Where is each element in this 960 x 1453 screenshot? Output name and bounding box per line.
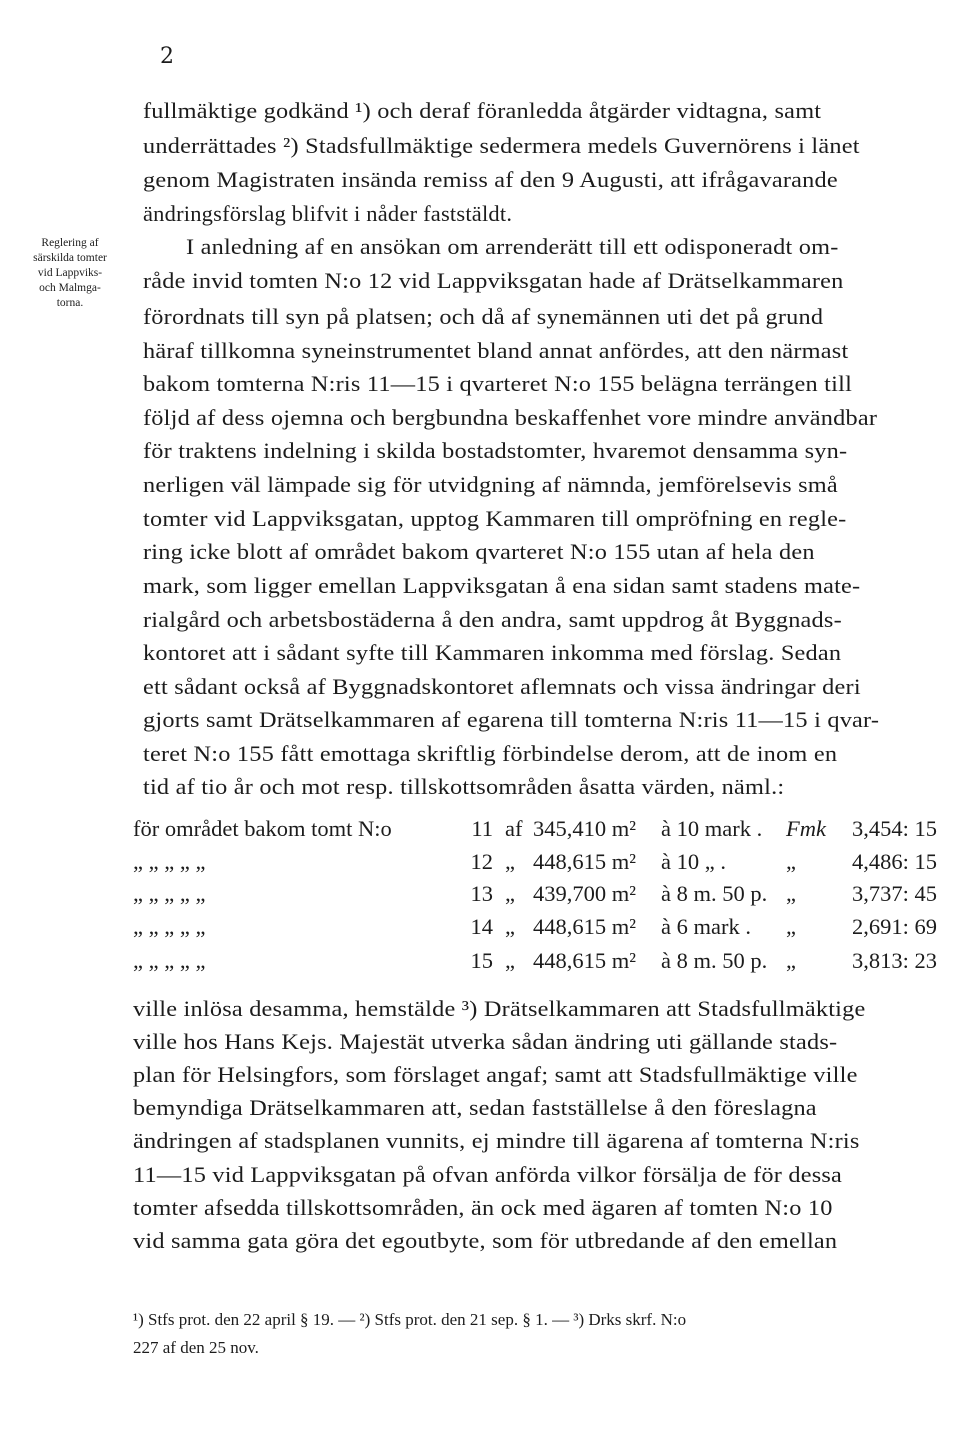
text-line: teret N:o 155 fått emottaga skriftlig förbindelse derom, att de inom en: [143, 741, 838, 766]
row-amount: 4,486: 15: [851, 849, 937, 874]
text-line: genom Magistraten insända remiss af den 9 Augusti, att ifrågavarande: [143, 167, 838, 192]
text-line: ville hos Hans Kejs. Majestät utverka sådan ändring uti gällande stads-: [133, 1029, 838, 1054]
table-row: [133, 946, 937, 976]
row-prefix: „ „ „ „ „: [133, 849, 206, 874]
text-line: 11—15 vid Lappviksgatan på ofvan anförda vilkor försälja de för dessa: [133, 1162, 843, 1187]
row-amount: 2,691: 69: [851, 914, 937, 939]
table-row: [133, 814, 937, 844]
text-line: kontoret att i sådant syfte till Kammaren inkomma med förslag. Sedan: [143, 640, 842, 665]
text-line: ring icke blott af området bakom qvarteret N:o 155 utan af hela den: [143, 539, 815, 564]
row-af: „: [505, 849, 515, 874]
text-line: ville inlösa desamma, hemstälde ³) Drätselkammaren att Stadsfullmäktige: [133, 996, 866, 1021]
table-row: [133, 912, 937, 942]
row-prefix: „ „ „ „ „: [133, 881, 206, 906]
row-af: af: [505, 816, 523, 841]
row-prefix: „ „ „ „ „: [133, 948, 206, 973]
text-line: gjorts samt Drätselkammaren af egarena till tomterna N:ris 11—15 i qvar-: [143, 707, 880, 732]
margin-note: [6, 236, 134, 311]
row-area: 448,615 m²: [533, 948, 636, 973]
text-line: för traktens indelning i skilda bostadstomter, hvaremot densamma syn-: [143, 438, 848, 463]
margin-note-line: och Malmga-: [39, 282, 101, 294]
text-line: ett sådant också af Byggnadskontoret aflemnats och vissa ändringar deri: [143, 674, 861, 699]
row-area: 448,615 m²: [533, 849, 636, 874]
row-rate: à 8 m. 50 p.: [661, 948, 768, 973]
text-line: följd af dess ojemna och bergbundna beskaffenhet vore mindre användbar: [143, 405, 878, 430]
margin-note-line: Reglering af: [41, 237, 99, 249]
row-tomt: 15: [470, 948, 493, 973]
row-prefix: för området bakom tomt N:o: [133, 816, 392, 841]
row-tomt: 13: [470, 881, 493, 906]
text-line: ändringsförslag blifvit i nåder faststäldt.: [143, 201, 513, 226]
text-line: bemyndiga Drätselkammaren att, sedan fastställelse å den föreslagna: [133, 1095, 817, 1120]
row-rate: à 6 mark .: [661, 914, 751, 939]
text-line: plan för Helsingfors, som förslaget angaf; samt att Stadsfullmäktige ville: [133, 1062, 858, 1087]
table-row: [133, 879, 937, 909]
text-line: råde invid tomten N:o 12 vid Lappviksgatan hade af Drätselkammaren: [143, 268, 844, 293]
row-currency: Fmk: [786, 816, 826, 841]
margin-note-line: torna.: [56, 297, 84, 309]
row-tomt: 14: [470, 914, 493, 939]
footnotes: [133, 1306, 933, 1362]
row-af: „: [505, 914, 515, 939]
text-line: ändringen af stadsplanen vunnits, ej mindre till ägarena af tomterna N:ris: [133, 1128, 860, 1153]
row-currency: „: [786, 914, 796, 939]
table-row: [133, 847, 937, 877]
footnote-line: ¹) Stfs prot. den 22 april § 19. — ²) Stfs prot. den 21 sep. § 1. — ³) Drks skrf. N:o: [133, 1310, 687, 1329]
text-line: vid samma gata göra det egoutbyte, som för utbredande af den emellan: [133, 1228, 838, 1253]
text-line: I anledning af en ansökan om arrenderätt till ett odisponeradt om-: [186, 234, 839, 259]
text-line: förordnats till syn på platsen; och då af synemännen uti det på grund: [143, 304, 824, 329]
row-amount: 3,737: 45: [851, 881, 937, 906]
text-line: nerligen väl lämpade sig för utvidgning af nämnda, jemförelsevis små: [143, 472, 838, 497]
row-currency: „: [786, 948, 796, 973]
margin-note-line: vid Lappviks-: [37, 267, 103, 279]
text-line: tomter afsedda tillskottsområden, än ock med ägaren af tomten N:o 10: [133, 1195, 833, 1220]
row-currency: „: [786, 849, 796, 874]
row-rate: à 10 mark .: [661, 816, 763, 841]
row-area: 345,410 m²: [533, 816, 636, 841]
text-line: rialgård och arbetsbostäderna å den andra, samt uppdrog åt Byggnads-: [143, 607, 842, 632]
row-currency: „: [786, 881, 796, 906]
row-tomt: 11: [471, 816, 493, 841]
text-line: mark, som ligger emellan Lappviksgatan å ena sidan samt stadens mate-: [143, 573, 861, 598]
text-line: bakom tomterna N:ris 11—15 i qvarteret N:o 155 belägna terrängen till: [143, 371, 853, 396]
row-rate: à 10 „ .: [661, 849, 726, 874]
row-af: „: [505, 881, 515, 906]
text-line: häraf tillkomna syneinstrumentet bland annat anfördes, att den närmast: [143, 338, 849, 363]
footnote-line: 227 af den 25 nov.: [133, 1338, 259, 1357]
row-rate: à 8 m. 50 p.: [661, 881, 768, 906]
row-amount: 3,813: 23: [851, 948, 937, 973]
text-line: tid af tio år och mot resp. tillskottsområden åsatta värden, näml.:: [143, 774, 785, 799]
text-line: underrättades ²) Stadsfullmäktige sedermera medels Guvernörens i länet: [143, 133, 860, 158]
text-line: fullmäktige godkänd ¹) och deraf föranledda åtgärder vidtagna, samt: [143, 98, 822, 123]
row-tomt: 12: [470, 849, 493, 874]
row-amount: 3,454: 15: [851, 816, 937, 841]
row-area: 439,700 m²: [533, 881, 636, 906]
row-area: 448,615 m²: [533, 914, 636, 939]
text-line: tomter vid Lappviksgatan, upptog Kammaren till ompröfning en regle-: [143, 506, 847, 531]
margin-note-line: särskilda tomter: [33, 252, 107, 264]
page-number: 2: [160, 44, 174, 69]
row-af: „: [505, 948, 515, 973]
row-prefix: „ „ „ „ „: [133, 914, 206, 939]
